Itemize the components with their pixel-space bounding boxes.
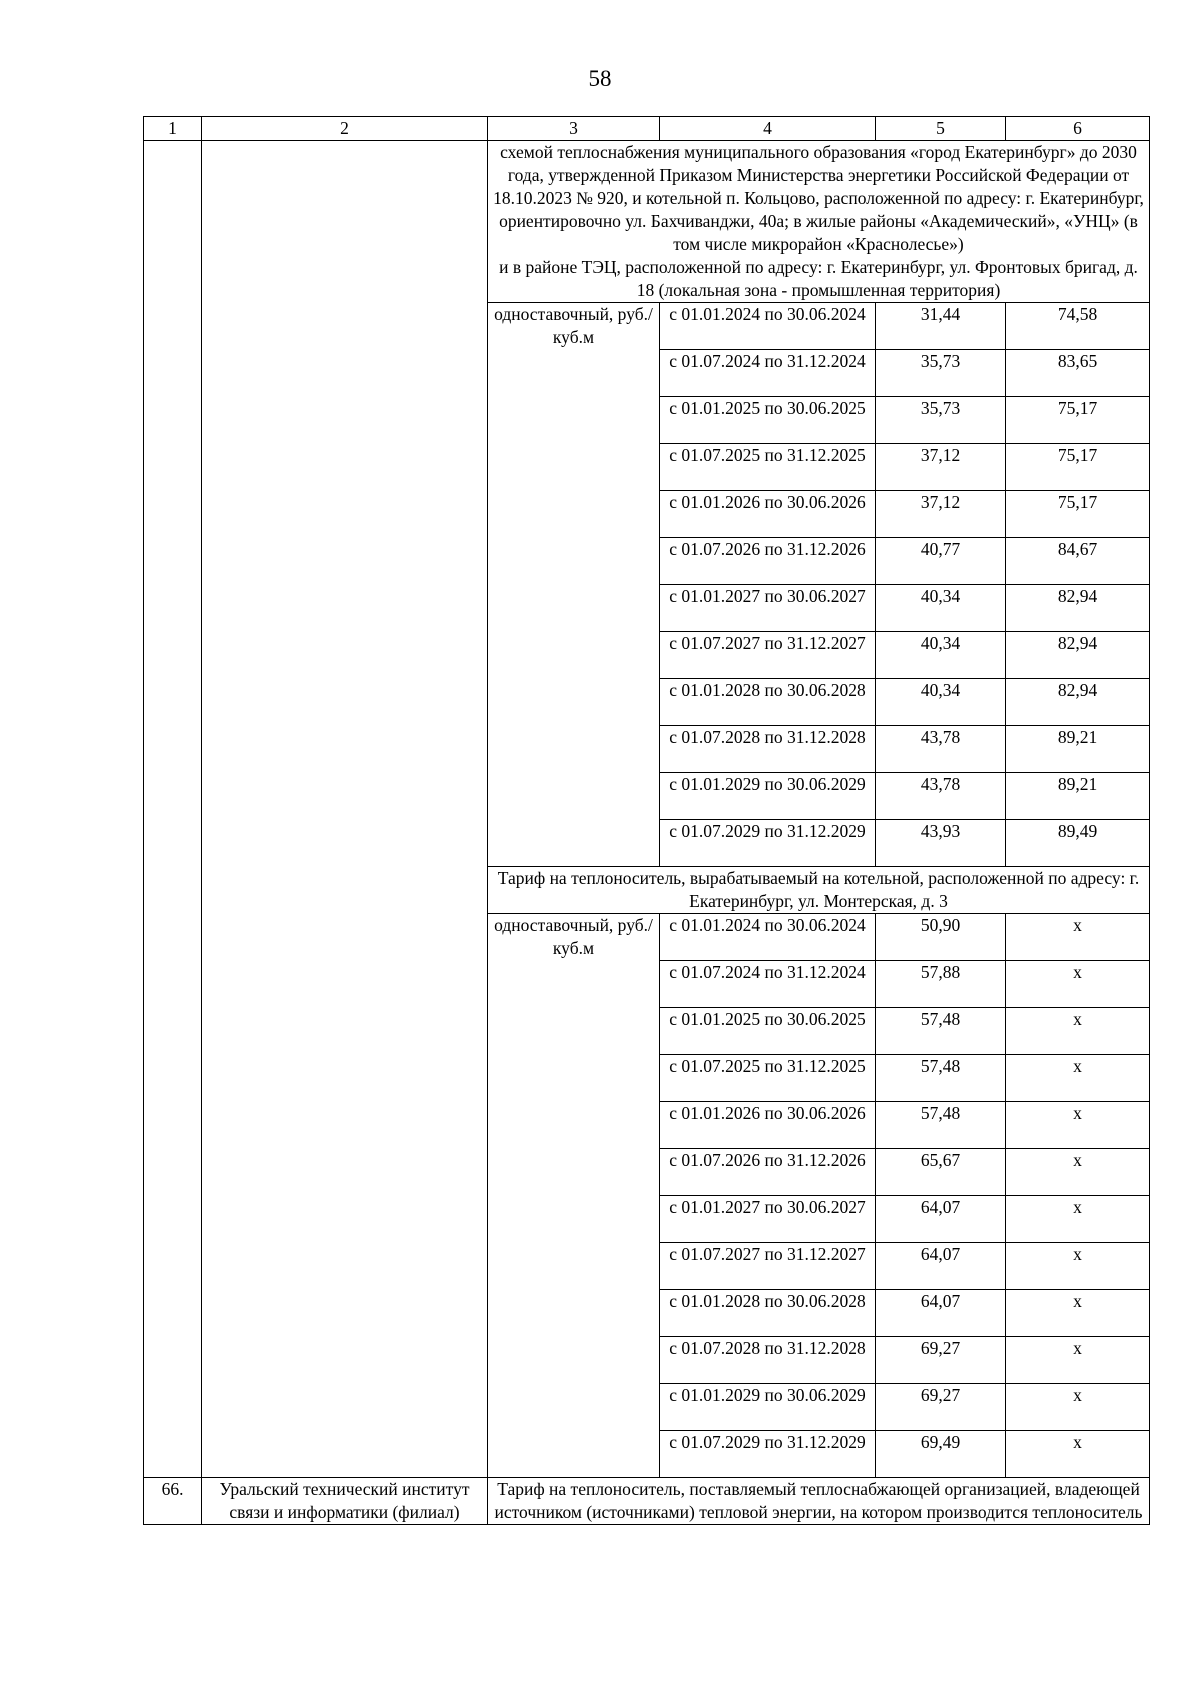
period-cell: с 01.07.2025 по 31.12.2025 xyxy=(660,444,876,491)
period-cell: с 01.07.2028 по 31.12.2028 xyxy=(660,726,876,773)
header-col-4: 4 xyxy=(660,117,876,141)
period-cell: с 01.01.2024 по 30.06.2024 xyxy=(660,914,876,961)
value-col6: 84,67 xyxy=(1006,538,1150,585)
block1-description-row xyxy=(144,141,1150,303)
value-col6: 75,17 xyxy=(1006,397,1150,444)
value-col5: 69,27 xyxy=(876,1384,1006,1431)
value-col6: х xyxy=(1006,1431,1150,1478)
period-cell: с 01.01.2027 по 30.06.2027 xyxy=(660,585,876,632)
period-cell: с 01.07.2026 по 31.12.2026 xyxy=(660,1149,876,1196)
value-col6: 82,94 xyxy=(1006,632,1150,679)
header-col-2: 2 xyxy=(202,117,488,141)
page-number: 58 xyxy=(588,66,612,91)
value-col6: 89,49 xyxy=(1006,820,1150,867)
block1-description xyxy=(488,141,1150,303)
period-cell: с 01.01.2029 по 30.06.2029 xyxy=(660,1384,876,1431)
value-col5: 37,12 xyxy=(876,491,1006,538)
value-col5: 69,27 xyxy=(876,1337,1006,1384)
period-cell: с 01.01.2026 по 30.06.2026 xyxy=(660,1102,876,1149)
period-cell: с 01.07.2027 по 31.12.2027 xyxy=(660,1243,876,1290)
value-col5: 40,77 xyxy=(876,538,1006,585)
value-col5: 65,67 xyxy=(876,1149,1006,1196)
header-col-5: 5 xyxy=(876,117,1006,141)
period-cell: с 01.01.2024 по 30.06.2024 xyxy=(660,303,876,350)
value-col5: 64,07 xyxy=(876,1196,1006,1243)
period-cell: с 01.07.2027 по 31.12.2027 xyxy=(660,632,876,679)
period-cell: с 01.01.2025 по 30.06.2025 xyxy=(660,1008,876,1055)
value-col5: 43,78 xyxy=(876,726,1006,773)
block2-title: Тариф на теплоноситель, вырабатываемый на котельной, расположенной по адресу: г. Екатеринбург, ул. Монтерская, д. 3 xyxy=(488,867,1150,914)
value-col5: 31,44 xyxy=(876,303,1006,350)
value-col5: 64,07 xyxy=(876,1243,1006,1290)
value-col6: х xyxy=(1006,1008,1150,1055)
period-cell: с 01.01.2025 по 30.06.2025 xyxy=(660,397,876,444)
value-col6: х xyxy=(1006,1149,1150,1196)
value-col6: 75,17 xyxy=(1006,491,1150,538)
row-number: 66. xyxy=(144,1478,202,1525)
period-cell: с 01.07.2024 по 31.12.2024 xyxy=(660,350,876,397)
value-col6: 82,94 xyxy=(1006,585,1150,632)
col1-empty-cell xyxy=(144,141,202,1478)
value-col5: 57,48 xyxy=(876,1102,1006,1149)
value-col5: 35,73 xyxy=(876,397,1006,444)
value-col5: 40,34 xyxy=(876,585,1006,632)
value-col5: 57,48 xyxy=(876,1055,1006,1102)
value-col5: 57,88 xyxy=(876,961,1006,1008)
tariff-table xyxy=(143,116,1150,1525)
period-cell: с 01.01.2027 по 30.06.2027 xyxy=(660,1196,876,1243)
value-col6: х xyxy=(1006,1384,1150,1431)
value-col5: 69,49 xyxy=(876,1431,1006,1478)
value-col6: 74,58 xyxy=(1006,303,1150,350)
period-cell: с 01.07.2024 по 31.12.2024 xyxy=(660,961,876,1008)
value-col6: х xyxy=(1006,1055,1150,1102)
value-col5: 43,78 xyxy=(876,773,1006,820)
value-col6: х xyxy=(1006,961,1150,1008)
period-cell: с 01.07.2026 по 31.12.2026 xyxy=(660,538,876,585)
header-row xyxy=(144,117,1150,141)
row66-title: Тариф на теплоноситель, поставляемый теплоснабжающей организацией, владеющей источником (источниками) тепловой энергии, на котором производится теплоноситель xyxy=(488,1478,1150,1525)
block1-tariff-type: одноставочный, руб./куб.м xyxy=(488,303,660,867)
block2-tariff-type: одноставочный, руб./куб.м xyxy=(488,914,660,1478)
value-col6: х xyxy=(1006,1102,1150,1149)
header-col-6: 6 xyxy=(1006,117,1150,141)
value-col5: 50,90 xyxy=(876,914,1006,961)
value-col5: 57,48 xyxy=(876,1008,1006,1055)
value-col6: х xyxy=(1006,1196,1150,1243)
row-66 xyxy=(144,1478,1150,1525)
value-col6: 75,17 xyxy=(1006,444,1150,491)
value-col6: 89,21 xyxy=(1006,726,1150,773)
organization-name: Уральский технический институт связи и информатики (филиал) xyxy=(202,1478,488,1525)
period-cell: с 01.01.2028 по 30.06.2028 xyxy=(660,1290,876,1337)
value-col5: 64,07 xyxy=(876,1290,1006,1337)
header-col-3: 3 xyxy=(488,117,660,141)
value-col6: х xyxy=(1006,1290,1150,1337)
period-cell: с 01.01.2028 по 30.06.2028 xyxy=(660,679,876,726)
period-cell: с 01.07.2029 по 31.12.2029 xyxy=(660,1431,876,1478)
period-cell: с 01.01.2029 по 30.06.2029 xyxy=(660,773,876,820)
value-col6: х xyxy=(1006,1243,1150,1290)
header-col-1: 1 xyxy=(144,117,202,141)
period-cell: с 01.07.2029 по 31.12.2029 xyxy=(660,820,876,867)
value-col5: 35,73 xyxy=(876,350,1006,397)
period-cell: с 01.07.2028 по 31.12.2028 xyxy=(660,1337,876,1384)
value-col6: х xyxy=(1006,914,1150,961)
period-cell: с 01.07.2025 по 31.12.2025 xyxy=(660,1055,876,1102)
col2-empty-cell xyxy=(202,141,488,1478)
value-col6: х xyxy=(1006,1337,1150,1384)
period-cell: с 01.01.2026 по 30.06.2026 xyxy=(660,491,876,538)
value-col5: 40,34 xyxy=(876,679,1006,726)
value-col5: 37,12 xyxy=(876,444,1006,491)
value-col6: 82,94 xyxy=(1006,679,1150,726)
value-col5: 43,93 xyxy=(876,820,1006,867)
value-col5: 40,34 xyxy=(876,632,1006,679)
value-col6: 89,21 xyxy=(1006,773,1150,820)
block1-description-text: схемой теплоснабжения муниципального образования «город Екатеринбург» до 2030 года, утвержденной Приказом Министерства энергетики Российской Федерации от 18.10.2023 № 920, и котельной п. Кольцово, расположенной по адресу: г. Екатеринбург, ориентировочно ул. Бахчиванджи, 40а; в жилые районы «Академический», «УНЦ» (в том числе микрорайон «Краснолесье») xyxy=(493,142,1144,254)
value-col6: 83,65 xyxy=(1006,350,1150,397)
block1-description-text-2: и в районе ТЭЦ, расположенной по адресу: г. Екатеринбург, ул. Фронтовых бригад, д. 18 (локальная зона - промышленная территория) xyxy=(499,257,1138,300)
